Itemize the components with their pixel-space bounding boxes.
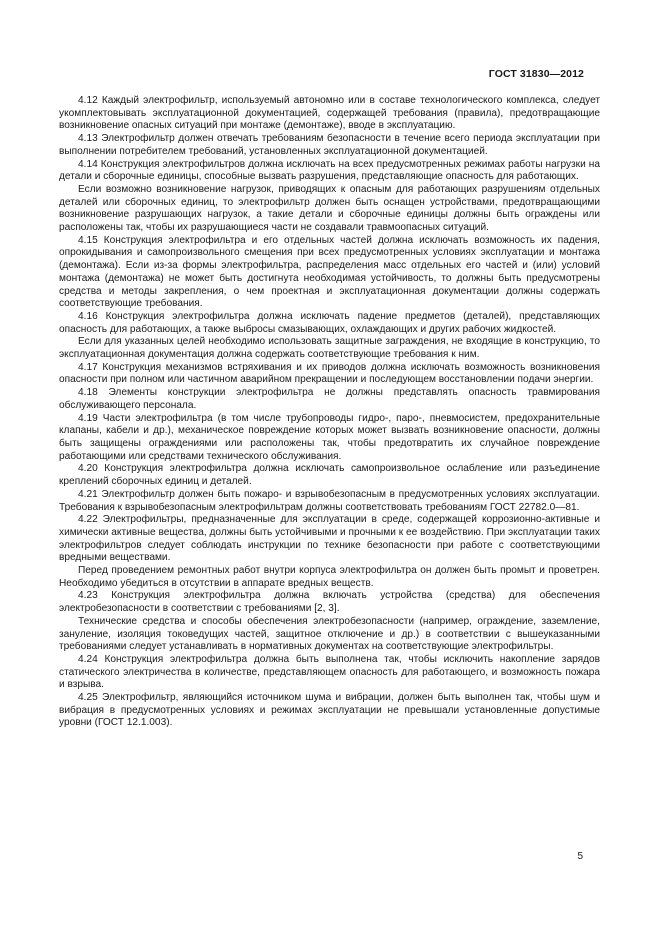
document-code-header: ГОСТ 31830—2012: [488, 68, 584, 80]
paragraph-4-17: 4.17 Конструкция механизмов встряхивания и их приводов должна исключать возможность возникновения опасности при полном или частичном аварийном прекращении и последующем восстановлении подачи энергии.: [59, 361, 600, 386]
paragraph-4-20: 4.20 Конструкция электрофильтра должна исключать самопроизвольное ослабление или разъединение креплений сборочных единиц и деталей.: [59, 463, 600, 488]
paragraph-4-18: 4.18 Элементы конструкции электрофильтра не должны представлять опасность травмирования обслуживающего персонала.: [59, 387, 600, 411]
page-number: 5: [577, 851, 583, 862]
document-body: [59, 95, 600, 730]
paragraph-4-22: 4.22 Электрофильтры, предназначенные для эксплуатации в среде, содержащей коррозионно-активные и химически активные вещества, должны быть устойчивыми и прочными к ее воздействию. При эксплуатации таких электрофильтров следует соблюдать инструкции по технике безопасности при работе с соответствующими вредными веществами.: [59, 514, 600, 564]
paragraph-4-14-continued: Если возможно возникновение нагрузок, приводящих к опасным для работающих разрушениям отдельных деталей или сборочных единиц, то электрофильтр должен быть оснащен устройствами, предотвращающими возникновение разрушающих нагрузок, а такие детали и сборочные единицы должны быть ограждены или расположены так, чтобы их разрушающиеся части не создавали травмоопасных ситуаций.: [59, 183, 600, 234]
paragraph-4-24: 4.24 Конструкция электрофильтра должна быть выполнена так, чтобы исключить накопление зарядов статического электричества в количестве, представляющем опасность для работающего, и возможность пожара и взрыва.: [59, 653, 600, 691]
paragraph-4-13: 4.13 Электрофильтр должен отвечать требованиям безопасности в течение всего периода эксплуатации при выполнении потребителем требований, установленных эксплуатационной документацией.: [59, 133, 600, 157]
paragraph-4-21: 4.21 Электрофильтр должен быть пожаро- и взрывобезопасным в предусмотренных условиях эксплуатации. Требования к взрывобезопасным электрофильтрам должны соответствовать требованиям ГОСТ 22782.0—81.: [59, 488, 600, 513]
paragraph-4-14: 4.14 Конструкция электрофильтров должна исключать на всех предусмотренных режимах работы нагрузки на детали и сборочные единицы, способные вызвать разрушения, представляющие опасность для работающих.: [59, 158, 600, 183]
paragraph-4-19: 4.19 Части электрофильтра (в том числе трубопроводы гидро-, паро-, пневмосистем, предохранительные клапаны, кабели и др.), механическое повреждение которых может вызвать возникновение опасности, должны быть защищены ограждениями или расположены так, чтобы предотвратить их случайное повреждение работающими или средствами технического обслуживания.: [59, 412, 600, 462]
paragraph-4-23-continued: Технические средства и способы обеспечения электробезопасности (например, ограждение, заземление, зануление, изоляция токоведущих частей, защитное отключение и др.) в соответствии с вышеуказанными требованиями следует устанавливать в нормативных документах на соответствующие электрофильтры.: [59, 615, 600, 653]
paragraph-4-22-continued: Перед проведением ремонтных работ внутри корпуса электрофильтра он должен быть промыт и проветрен. Необходимо убедиться в отсутствии в аппарате вредных веществ.: [59, 565, 600, 589]
paragraph-4-16-continued: Если для указанных целей необходимо использовать защитные заграждения, не входящие в конструкцию, то эксплуатационная документация должна содержать соответствующие требования к ним.: [59, 336, 600, 361]
paragraph-4-12: 4.12 Каждый электрофильтр, используемый автономно или в составе технологического комплекса, следует укомплектовывать эксплуатационной документацией, содержащей требования (правила), предотвращающие возникновение опасных ситуаций при монтаже (демонтаже), вводе в эксплуатацию.: [59, 95, 600, 132]
paragraph-4-16: 4.16 Конструкция электрофильтра должна исключать падение предметов (деталей), представляющих опасность для работающих, а также выбросы смазывающих, охлаждающих и других рабочих жидкостей.: [59, 310, 600, 335]
paragraph-4-23: 4.23 Конструкция электрофильтра должна включать устройства (средства) для обеспечения электробезопасности в соответствии с требованиями [2, 3].: [59, 590, 600, 615]
paragraph-4-15: 4.15 Конструкция электрофильтра и его отдельных частей должна исключать возможность их падения, опрокидывания и самопроизвольного смещения при всех предусмотренных условиях эксплуатации и монтажа (демонтажа). Если из-за формы электрофильтра, распределения масс отдельных его частей и (или) условий монтажа (демонтажа) не может быть достигнута необходимая устойчивость, то должны быть предусмотрены средства и методы закрепления, о чем проектная и эксплуатационная документации должны содержать соответствующие требования.: [59, 234, 600, 310]
paragraph-4-25: 4.25 Электрофильтр, являющийся источником шума и вибрации, должен быть выполнен так, чтобы шум и вибрация в предусмотренных условиях и режимах эксплуатации не превышали установленные допустимые уровни (ГОСТ 12.1.003).: [59, 692, 600, 729]
